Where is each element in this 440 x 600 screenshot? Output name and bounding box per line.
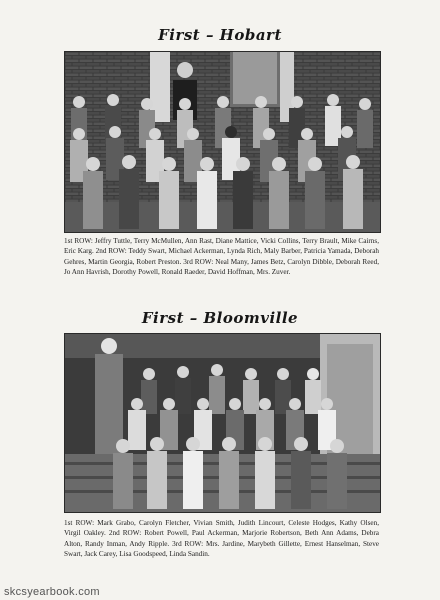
photo-hobart-image — [65, 52, 380, 232]
caption-bloomville: 1st ROW: Mark Grabo, Carolyn Fletcher, Vivian Smith, Judith Lincourt, Celeste Hodges, Kathy Olsen, Virgil Oakley. 2nd ROW: Robert Powell, Paul Ackerman, Marjorie Robertson, Beth Ann Adams, Debra Alton, Randy Inman, Andy Ripple. 3rd ROW: Mrs. Jardine, Marybeth Gillette, Ernest Hanselman, Steve Swart, Jack Carey, Lisa Goodspeed, Linda Sandin. — [64, 519, 379, 559]
class-photo-hobart — [64, 51, 381, 233]
watermark-footer: skcsyearbook.com — [4, 586, 100, 598]
class-photo-bloomville — [64, 333, 381, 513]
caption-hobart: 1st ROW: Jeffry Tuttle, Terry McMullen, Ann Rast, Diane Mattice, Vicki Collins, Terry Brault, Mike Cairns, Eric Karg. 2nd ROW: Teddy Swart, Michael Ackerman, Lynda Rich, Maly Barber, Patricia Yamada, Deborah Gehres, Martin Georgia, Robert Preston. 3rd ROW: Neal Many, James Betz, Carolyn Dibble, Deborah Reed, Jo Ann Havrish, Dorothy Powell, Ronald Raeder, David Hoffman, Mrs. Zuver. — [64, 237, 379, 277]
section-title-hobart: First – Hobart — [158, 26, 282, 44]
section-title-bloomville: First – Bloomville — [141, 309, 299, 327]
photo-bloomville-image — [65, 334, 380, 512]
